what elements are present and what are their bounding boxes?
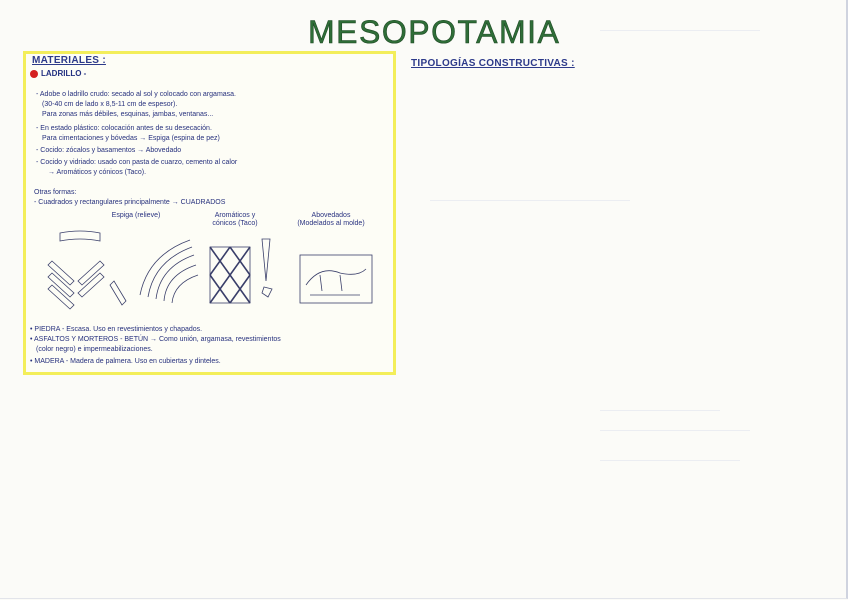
other-material-line: • ASFALTOS Y MORTEROS - BETÚN → Como unión, argamasa, revestimientos <box>30 336 281 343</box>
other-material-line: • PIEDRA - Escasa. Uso en revestimientos y chapados. <box>30 326 203 333</box>
vault-arc <box>148 247 192 297</box>
bleed-mark <box>600 30 760 31</box>
brick-line: Para zonas más débiles, esquinas, jambas, ventanas... <box>42 111 214 118</box>
aromaticos-label: Aromáticos y cónicos (Taco) <box>212 212 258 227</box>
other-material-line: (color negro) e impermeabilizaciones. <box>36 346 153 353</box>
brick-shape <box>110 281 126 305</box>
typologies-heading: TIPOLOGÍAS CONSTRUCTIVAS : <box>411 58 575 69</box>
materials-heading: MATERIALES : <box>32 55 106 66</box>
abovedados-label: Abovedados (Modelados al molde) <box>297 212 365 227</box>
page-title: MESOPOTAMIA <box>308 14 561 50</box>
bleed-mark <box>600 410 720 411</box>
brick-line: - En estado plástico: colocación antes de su desecación. <box>36 125 212 132</box>
brick-line: - Adobe o ladrillo crudo: secado al sol y colocado con argamasa. <box>36 91 237 98</box>
brick-line: Para cimentaciones y bóvedas → Espiga (espina de pez) <box>42 135 220 142</box>
spiga-label: Espiga (relieve) <box>111 212 161 219</box>
relief-figure <box>306 269 366 295</box>
brick-line: (30-40 cm de lado x 8,5-11 cm de espesor). <box>42 101 178 108</box>
cone-nail <box>262 239 270 281</box>
vault-arc <box>172 275 198 303</box>
brick-line: → Aromáticos y cónicos (Taco). <box>48 169 147 176</box>
brick-forms-sketch <box>40 225 380 315</box>
brick-line: - Cocido: zócalos y basamentos → Abovedado <box>36 147 182 154</box>
bleed-mark <box>600 460 740 461</box>
cone-nail-head <box>262 287 272 297</box>
brick-shape <box>60 231 100 241</box>
forms-line: - Cuadrados y rectangulares principalmente → CUADRADOS <box>34 199 226 206</box>
bleed-mark <box>600 430 750 431</box>
brick-line: - Cocido y vidriado: usado con pasta de cuarzo, cemento al calor <box>36 159 238 166</box>
other-material-line: • MADERA - Madera de palmera. Uso en cubiertas y dinteles. <box>30 358 221 365</box>
brick-heading: LADRILLO - <box>41 69 87 78</box>
bleed-mark <box>430 200 630 201</box>
red-bullet-icon <box>30 70 38 78</box>
forms-title: Otras formas: <box>34 189 77 196</box>
cone-pattern <box>210 247 250 303</box>
vault-arc <box>140 240 190 295</box>
